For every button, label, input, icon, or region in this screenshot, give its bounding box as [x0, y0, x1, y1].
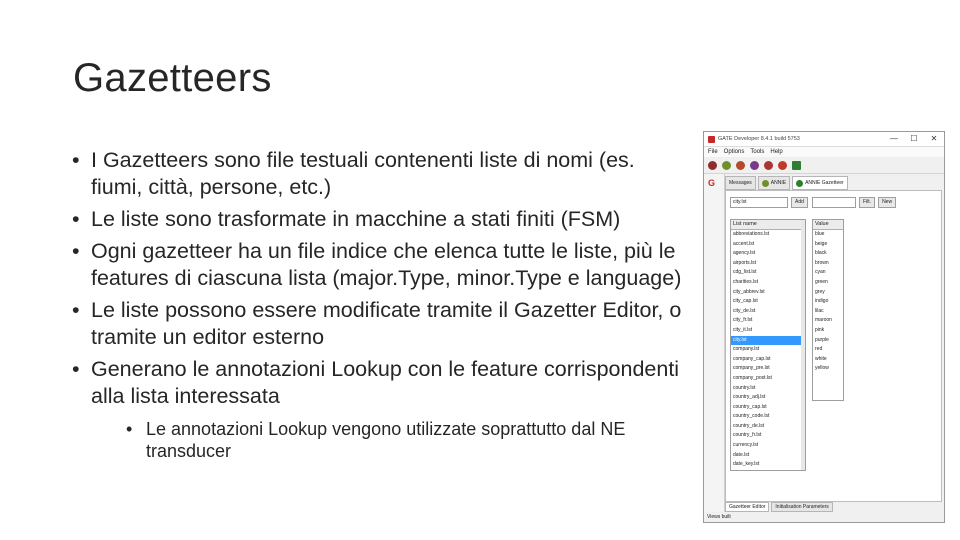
list-item[interactable]: date_key.lst	[733, 461, 760, 468]
bullet-item: • I Gazetteers sono file testuali contenenti liste di nomi (es. fiumi, città, persone, etc.)	[72, 147, 692, 201]
list-item[interactable]: city_abbrev.lst	[733, 288, 765, 295]
list-item[interactable]: company.lst	[733, 346, 760, 353]
bullet-text: Generano le annotazioni Lookup con le feature corrispondenti alla lista interessata	[91, 357, 680, 408]
plugin-manager-icon[interactable]	[764, 161, 773, 170]
bullet-item	[72, 356, 692, 462]
value-item[interactable]: black	[815, 250, 827, 257]
maximize-button[interactable]: ☐	[910, 134, 918, 143]
list-item[interactable]: country_adj.lst	[733, 394, 766, 401]
annotation-icon[interactable]	[792, 161, 801, 170]
filter-button[interactable]: Filt.	[859, 197, 875, 208]
list-item[interactable]: city_de.lst	[733, 307, 756, 314]
bullet-item: • Ogni gazetteer ha un file indice che elenca tutte le liste, più le features di ciascuna lista (major.Type, minor.Type e language)	[72, 238, 692, 292]
menu-tools[interactable]: Tools	[750, 149, 765, 155]
tab-annie-gazetteer[interactable]	[792, 176, 848, 190]
value-item[interactable]: purple	[815, 336, 829, 343]
list-name-header[interactable]: List name	[731, 220, 805, 230]
window-title: GATE Developer 8.4.1 build 5753	[718, 136, 800, 142]
datastore-icon[interactable]	[778, 161, 787, 170]
list-item[interactable]: airports.lst	[733, 259, 757, 266]
gate-logo-icon: G	[708, 178, 716, 188]
value-item[interactable]: beige	[815, 240, 828, 247]
close-button[interactable]: ✕	[930, 134, 938, 143]
minimize-button[interactable]: —	[890, 134, 898, 143]
list-item[interactable]: country_code.lst	[733, 413, 770, 420]
value-item[interactable]: lilac	[815, 307, 824, 314]
value-item[interactable]: indigo	[815, 298, 829, 305]
list-controls	[730, 197, 808, 208]
value-filter-input[interactable]	[812, 197, 856, 208]
value-controls	[812, 197, 896, 208]
list-item[interactable]: company_post.lst	[733, 374, 772, 381]
list-item[interactable]: country.lst	[733, 384, 756, 391]
menu-help[interactable]: Help	[770, 149, 783, 155]
value-item[interactable]: yellow	[815, 365, 829, 372]
gate-screenshot	[703, 131, 945, 523]
value-item[interactable]: maroon	[815, 317, 832, 324]
view-tabs	[725, 502, 944, 512]
sub-bullet-list	[91, 418, 692, 462]
menu-file[interactable]: File	[708, 149, 718, 155]
list-item[interactable]: city_it.lst	[733, 326, 753, 333]
gazetteer-editor-panel	[725, 190, 942, 502]
list-item[interactable]: company_pre.lst	[733, 365, 770, 372]
list-item[interactable]: agency.lst	[733, 250, 756, 257]
tab-messages[interactable]	[725, 176, 756, 190]
menu-options[interactable]: Options	[723, 149, 745, 155]
new-pipeline-icon[interactable]	[750, 161, 759, 170]
tab-label: ANNIE	[770, 180, 787, 186]
gate-app-icon	[708, 136, 715, 143]
lists-table	[730, 219, 806, 471]
window-titlebar	[704, 132, 944, 147]
list-name-select[interactable]: city.lst	[730, 197, 788, 208]
value-item[interactable]: red	[815, 346, 823, 353]
tab-annie[interactable]	[758, 176, 790, 190]
list-items	[731, 230, 805, 470]
tab-gazetteer-editor[interactable]: Gazetteer Editor	[725, 502, 769, 512]
list-item[interactable]: country_cap.lst	[733, 403, 767, 410]
list-item[interactable]: charities.lst	[733, 278, 759, 285]
load-annie-icon[interactable]	[722, 161, 731, 170]
list-item[interactable]: cdg_list.lst	[733, 269, 757, 276]
value-header[interactable]: Value	[813, 220, 843, 230]
list-item[interactable]: date.lst	[733, 451, 750, 458]
toolbar	[704, 157, 944, 174]
list-item[interactable]: accent.lst	[733, 240, 755, 247]
tab-label: ANNIE Gazetteer	[805, 180, 844, 186]
tab-label: Messages	[729, 180, 752, 186]
list-item[interactable]: company_cap.lst	[733, 355, 771, 362]
menu-bar	[704, 147, 944, 157]
status-bar: Views built	[707, 514, 731, 520]
value-item[interactable]: brown	[815, 259, 829, 266]
sub-bullet-item: • Le annotazioni Lookup vengono utilizzate soprattutto dal NE transducer	[126, 418, 692, 462]
new-value-button[interactable]: New	[878, 197, 896, 208]
list-item[interactable]: country_fr.lst	[733, 432, 762, 439]
new-resource-icon[interactable]	[736, 161, 745, 170]
resources-tree	[704, 174, 725, 512]
list-item[interactable]: city.lst	[731, 336, 805, 346]
value-item[interactable]: green	[815, 278, 828, 285]
value-item[interactable]: grey	[815, 288, 825, 295]
add-list-button[interactable]: Add	[791, 197, 808, 208]
resource-tabs	[725, 176, 944, 190]
list-item[interactable]: currency.lst	[733, 442, 759, 449]
annie-icon	[762, 180, 769, 187]
list-item[interactable]: city_fr.lst	[733, 317, 753, 324]
tab-init-params[interactable]: Initialisation Parameters	[771, 502, 832, 512]
values-table	[812, 219, 844, 401]
slide-title: Gazetteers	[73, 56, 272, 100]
gazetteer-icon	[796, 180, 803, 187]
list-item[interactable]: abbreviations.lst	[733, 231, 770, 237]
bullet-item: • Le liste sono trasformate in macchine a stati finiti (FSM)	[72, 206, 692, 233]
bullet-list	[72, 147, 692, 467]
list-item[interactable]: country_de.lst	[733, 422, 765, 429]
restore-session-icon[interactable]	[708, 161, 717, 170]
value-item[interactable]: blue	[815, 231, 825, 237]
value-items	[813, 230, 843, 374]
bullet-item: • Le liste possono essere modificate tramite il Gazetter Editor, o tramite un editor esterno	[72, 297, 692, 351]
value-item[interactable]: pink	[815, 326, 825, 333]
value-item[interactable]: cyan	[815, 269, 826, 276]
list-item[interactable]: city_cap.lst	[733, 298, 758, 305]
value-item[interactable]: white	[815, 355, 827, 362]
list-scrollbar[interactable]	[801, 220, 805, 470]
